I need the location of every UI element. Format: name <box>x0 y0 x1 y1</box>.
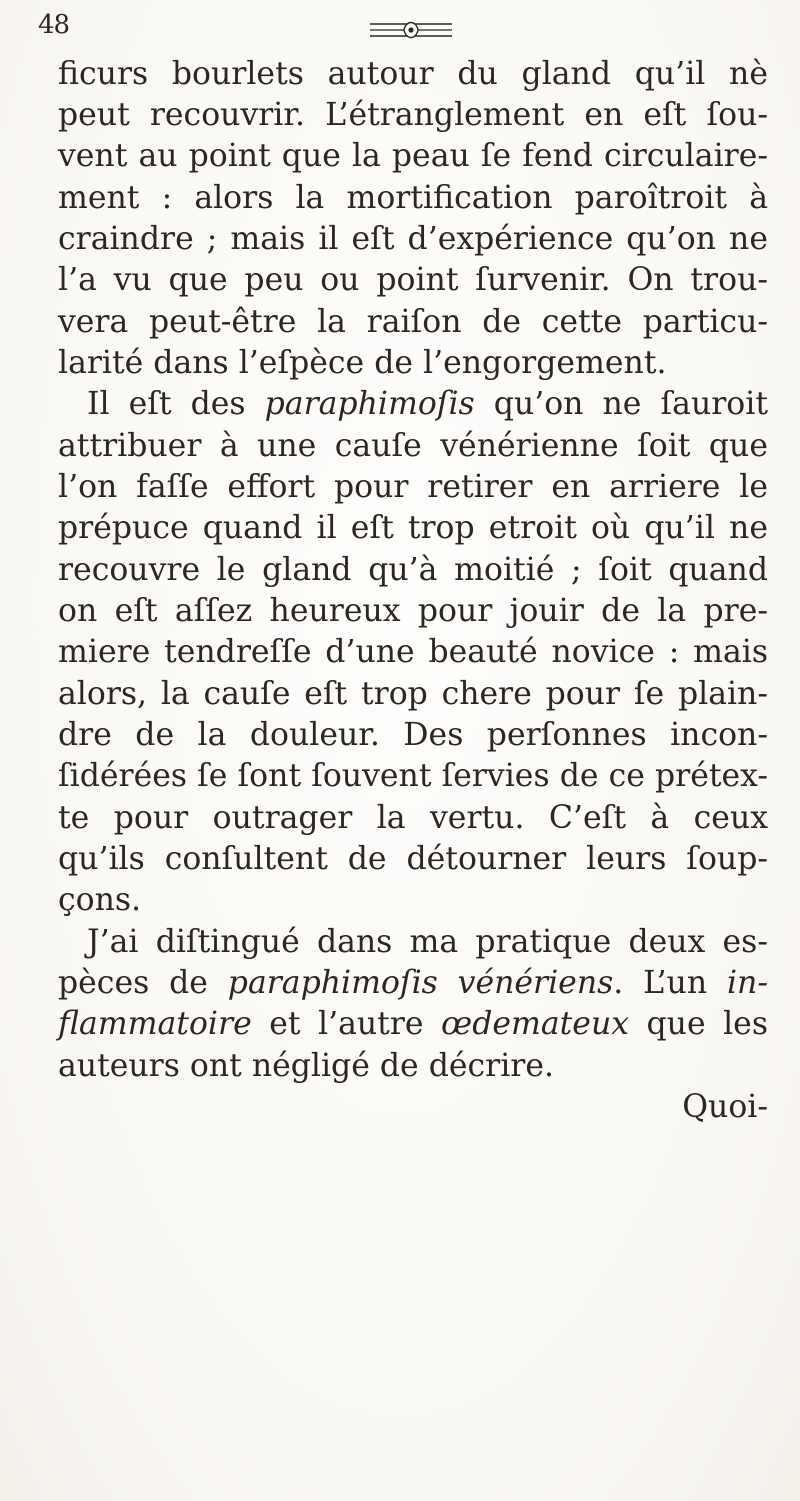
text-line: attribuer à une cauſe vénérienne ſoit que <box>58 428 768 464</box>
text-line: vent au point que la peau ſe fend circulaire- <box>58 138 768 174</box>
decorative-rule-ornament-icon <box>366 18 456 40</box>
text-line: larité dans l’eſpèce de l’engorgement. <box>58 345 667 381</box>
text-line: prépuce quand il eſt trop etroit où qu’il ne <box>58 510 768 546</box>
text-line: ſidérées ſe ſont ſouvent ſervies de ce prétex- <box>58 758 768 794</box>
text-line: on eſt aſſez heureux pour jouir de la pre- <box>58 593 768 629</box>
text-line: ficurs bourlets autour du gland qu’il nè <box>58 56 768 92</box>
italic-term: œdemateux <box>441 1006 630 1042</box>
text-run: pèces de <box>58 965 228 1001</box>
text-run: qu’on ne ſauroit <box>474 386 768 422</box>
text-line: l’a vu que peu ou point ſurvenir. On trou- <box>58 262 768 298</box>
text-line: ment : alors la mortification paroîtroit à <box>58 180 768 216</box>
text-line: craindre ; mais il eſt d’expérience qu’on ne <box>58 221 768 257</box>
page-header <box>0 0 800 50</box>
text-line: te pour outrager la vertu. C’eſt à ceux <box>58 800 768 836</box>
text-line <box>58 1004 768 1044</box>
text-line: recouvre le gland qu’à moitié ; ſoit quand <box>58 552 768 588</box>
text-line: dre de la douleur. Des perſonnes incon- <box>58 717 768 753</box>
text-run: Il eſt des <box>87 386 265 422</box>
text-line: alors, la cauſe eſt trop chere pour ſe plain- <box>58 676 768 712</box>
italic-term: paraphimoſis <box>264 386 475 422</box>
text-line: miere tendreſſe d’une beauté novice : mais <box>58 634 768 670</box>
text-line: çons. <box>58 882 142 918</box>
text-line: J’ai diſtingué dans ma pratique deux es- <box>87 924 768 960</box>
italic-term: in- <box>726 965 768 1001</box>
text-line <box>58 963 768 1003</box>
text-run: . L’un <box>613 965 727 1001</box>
text-line: peut recouvrir. L’étranglement en eſt ſou- <box>58 97 768 133</box>
text-line: qu’ils conſultent de détourner leurs ſoup- <box>58 841 768 877</box>
page-number: 48 <box>38 10 70 40</box>
text-run: et l’autre <box>251 1006 442 1042</box>
italic-term: paraphimoſis vénériens <box>227 965 614 1001</box>
text-line <box>87 384 768 424</box>
text-line: vera peut-être la raiſon de cette particu- <box>58 304 768 340</box>
text-line: auteurs ont négligé de décrire. <box>58 1048 554 1084</box>
text-line: l’on faſſe effort pour retirer en arriere le <box>58 469 768 505</box>
italic-term: flammatoire <box>58 1006 252 1042</box>
catchword: Quoi- <box>682 1089 768 1125</box>
text-run: que les <box>629 1006 768 1042</box>
